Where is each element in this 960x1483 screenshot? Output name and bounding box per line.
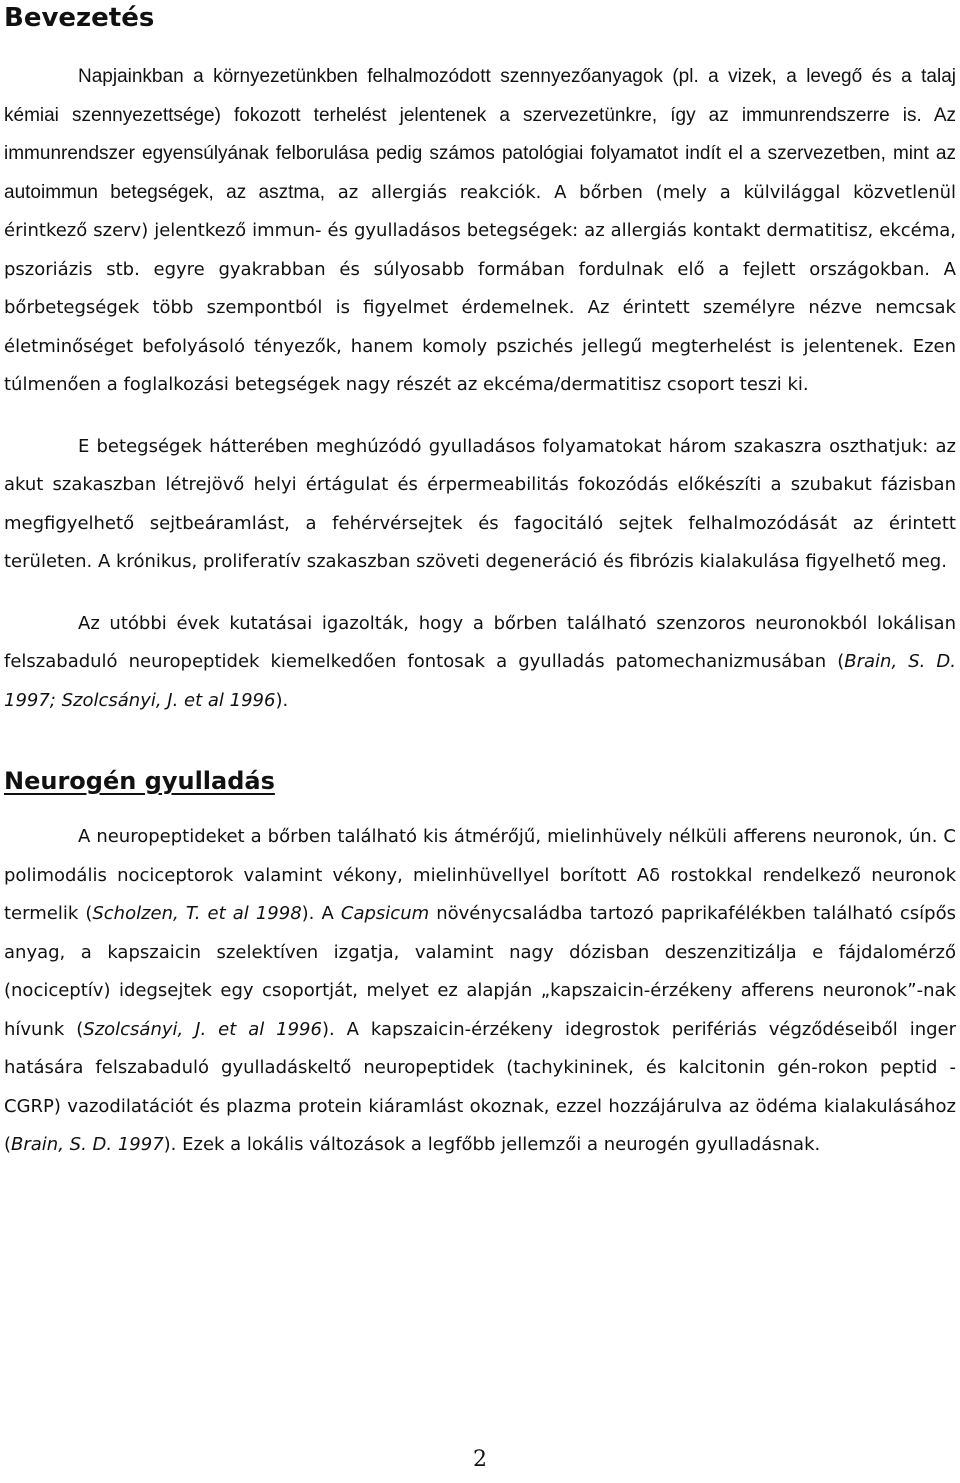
paragraph-neurogenic-text-5: ). Ezek a lokális változások a legfőbb jellemzői a neurogén gyulladásnak. (163, 1134, 821, 1155)
term-capsicum: Capsicum (340, 903, 430, 924)
citation-szolcsanyi: Szolcsányi, J. et al 1996 (83, 1018, 322, 1040)
paragraph-neurogenic-text-1: A neuropeptideket a bőrben található kis átmérőjű, mielinhüvely nélküli afferens neuronok, ún. C polimodális nociceptorok valamint vékony, mielinhüvellyel borított Aδ rostokkal rendelkező neuronok termelik ( (4, 826, 956, 924)
document-page (4, 0, 956, 1165)
citation-brain-szolcsanyi: Brain, S. D. 1997; Szolcsányi, J. et al 1996 (4, 651, 956, 711)
section-heading-neurogenic: Neurogén gyulladás (4, 767, 275, 795)
paragraph-intro-2: E betegségek hátterében meghúzódó gyulladásos folyamatokat három szakaszra oszthatjuk: az akut szakaszban létrejövő helyi értágulat és érpermeabilitás fokozódás előkészíti a szubakut fázisban megfigyelhető sejtbeáramlást, a fehérvérsejtek és fagocitáló sejtek felhalmozódását az érintett területen. A krónikus, proliferatív szakaszban szöveti degeneráció és fibrózis kialakulása figyelhető meg. (4, 435, 956, 572)
section-heading-introduction: Bevezetés (4, 3, 155, 33)
paragraph-neurogenic-text-4: ). A kapszaicin-érzékeny idegrostok perifériás végződéseiből inger hatására felszabaduló gyulladáskeltő neuropeptidek (tachykininek, és kalcitonin gén-rokon peptid - CGRP) vazodilatációt és plazma protein kiáramlást okoznak, ezzel hozzájárulva az ödéma kialakulásához ( (4, 1018, 956, 1155)
paragraph-intro-3-text-a: Az utóbbi évek kutatásai igazolták, hogy a bőrben található szenzoros neuronokból lokálisan felszabaduló neuropeptidek kiemelkedően fontosak a gyulladás patomechanizmusában ( (4, 612, 956, 672)
paragraph-intro-1-part-b: az allergiás reakciók. A bőrben (mely a külvilággal közvetlenül érintkező szerv) jelentkező immun- és gyulladásos betegségek: az allergiás kontakt dermatitisz, ekcéma, pszoriázis stb. egyre gyakrabban és súlyosabb formában fordulnak elő a fejlett országokban. A bőrbetegségek több szempontból is figyelmet érdemelnek. Az érintett személyre nézve nemcsak életminőséget befolyásoló tényezők, hanem komoly pszichés jellegű megterhelést is jelentenek. Ezen túlmenően a foglalkozási betegségek nagy részét az ekcéma/dermatitisz csoport teszi ki. (4, 181, 957, 395)
citation-scholzen: Scholzen, T. et al 1998 (92, 903, 302, 924)
citation-brain: Brain, S. D. 1997 (11, 1134, 164, 1155)
paragraph-intro-3 (4, 605, 956, 721)
section-introduction (4, 0, 956, 720)
paragraph-intro-3-text-b: ). (275, 689, 289, 711)
paragraph-neurogenic-text-3: növénycsaládba tartozó paprikafélékben található csípős anyag, a kapszaicin szelektíven izgatja, valamint nagy dózisban deszenzitizálja e fájdalomérző (nociceptív) idegsejtek egy csoportját, melyet ez alapján „kapszaicin-érzékeny afferens neuronok”-nak hívunk ( (4, 903, 956, 1040)
paragraph-intro-1 (4, 58, 956, 405)
section-neurogenic-inflammation (4, 766, 956, 1165)
paragraph-intro-1-part-a: Napjainkban a környezetünkben felhalmozódott szennyezőanyagok (pl. a vizek, a levegő és a talaj kémiai szennyezettsége) fokozott terhelést jelentenek a szervezetünkre, így az immunrendszerre is. Az immunrendszer egyensúlyának felborulása pedig számos patológiai folyamatot indít el a szervezetben, mint az autoimmun betegségek, az asztma, (4, 66, 956, 203)
paragraph-neurogenic-1 (4, 818, 956, 1165)
paragraph-neurogenic-text-2: ). A (301, 903, 341, 924)
page-number: 2 (473, 1447, 487, 1472)
